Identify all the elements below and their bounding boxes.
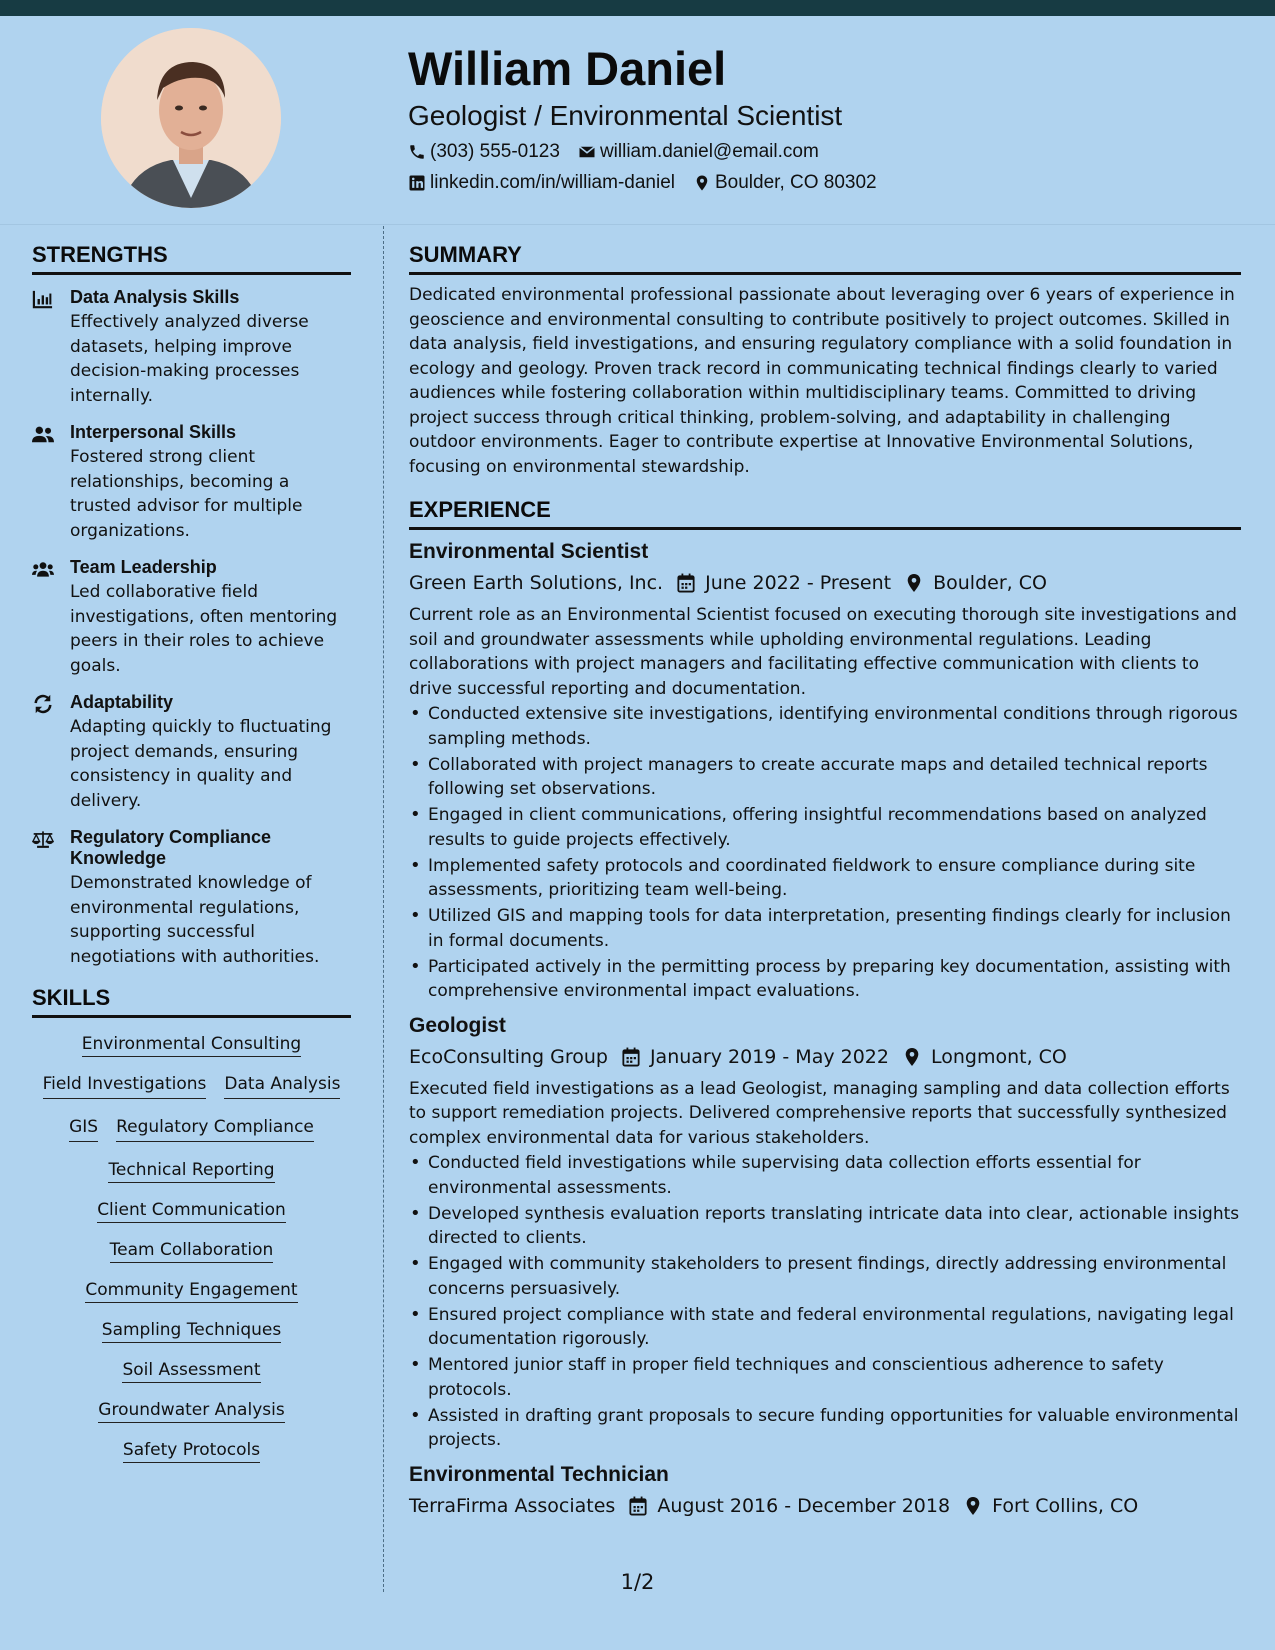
map-pin-icon — [693, 174, 711, 192]
strengths-heading: STRENGTHS — [32, 240, 351, 275]
job-bullets — [409, 1151, 1241, 1453]
bullet-item: • Utilized GIS and mapping tools for data interpretation, presenting findings clearly for inclusion in formal documents. — [409, 904, 1241, 953]
location-text: Fort Collins, CO — [992, 1494, 1139, 1517]
experience-heading: EXPERIENCE — [409, 495, 1241, 530]
skill-tag: Regulatory Compliance — [116, 1115, 314, 1142]
header-divider — [0, 224, 1275, 225]
linkedin-icon — [408, 174, 426, 192]
job-location — [964, 1492, 1138, 1520]
strength-title: Team Leadership — [70, 557, 217, 577]
column-divider — [383, 226, 384, 1592]
job-entry — [409, 1461, 1241, 1520]
skill-tag: Groundwater Analysis — [98, 1400, 284, 1423]
skill-tag: Field Investigations — [43, 1072, 207, 1099]
strength-item — [32, 557, 351, 678]
bullet-item: • Participated actively in the permitting process by preparing key documentation, assisting with comprehensive environmental impact evaluations. — [409, 955, 1241, 1004]
left-column — [32, 240, 351, 1462]
job-meta — [409, 1492, 1241, 1520]
email-contact[interactable] — [578, 139, 819, 165]
dates-text: June 2022 - Present — [705, 572, 892, 594]
strength-desc: Fostered strong client relationships, becoming a trusted advisor for multiple organizations. — [70, 447, 303, 541]
job-dates — [629, 1492, 950, 1520]
skill-tag: Client Communication — [97, 1200, 286, 1223]
right-column — [409, 240, 1241, 1520]
job-title: Environmental Scientist — [409, 540, 649, 563]
user-friends-icon — [32, 424, 54, 444]
phone-contact[interactable] — [408, 139, 560, 165]
strength-item — [32, 827, 351, 969]
job-dates — [622, 1043, 889, 1071]
bullet-item: • Collaborated with project managers to create accurate maps and detailed technical reports following set observations. — [409, 753, 1241, 802]
bullet-item: • Implemented safety protocols and coordinated fieldwork to ensure compliance during site assessments, prioritizing team well-being. — [409, 854, 1241, 903]
job-title: Environmental Technician — [409, 1462, 669, 1486]
job-description: Current role as an Environmental Scientist focused on executing thorough site investigations and soil and groundwater assessments while upholding environmental regulations. Leading collaborations with project managers and facilitating effective communication with clients to drive successful reporting and documentation. — [409, 605, 1237, 699]
dates-text: August 2016 - December 2018 — [657, 1494, 951, 1517]
calendar-icon — [677, 573, 695, 593]
linkedin-text: linkedin.com/in/william-daniel — [430, 172, 675, 193]
job-entry — [409, 1012, 1241, 1453]
skill-tag: Safety Protocols — [123, 1440, 260, 1463]
header — [408, 40, 1208, 196]
strength-title: Data Analysis Skills — [70, 287, 240, 307]
summary-heading: SUMMARY — [409, 240, 1241, 275]
strength-title: Adaptability — [70, 692, 174, 712]
email-text: william.daniel@email.com — [599, 141, 819, 162]
bullet-item: • Conducted extensive site investigations, identifying environmental conditions through rigorous sampling methods. — [409, 702, 1241, 751]
strength-item — [32, 422, 351, 543]
company-name — [409, 569, 663, 597]
contact-row-2 — [408, 170, 1208, 196]
calendar-icon — [622, 1047, 640, 1067]
skills-heading: SKILLS — [32, 983, 351, 1018]
location-text: Boulder, CO — [933, 572, 1047, 594]
job-dates — [677, 569, 891, 597]
balance-scale-icon — [32, 829, 54, 849]
strength-item — [32, 692, 351, 813]
bullet-item: • Mentored junior staff in proper field techniques and conscientious adherence to safety protocols. — [409, 1353, 1241, 1402]
page-number: 1/2 — [620, 1570, 655, 1594]
location-text: Boulder, CO 80302 — [715, 172, 877, 193]
bullet-item: • Assisted in drafting grant proposals to secure funding opportunities for valuable environmental projects. — [409, 1404, 1241, 1453]
phone-text: (303) 555-0123 — [430, 141, 560, 162]
top-bar — [0, 0, 1275, 16]
skill-tag: Data Analysis — [224, 1072, 340, 1099]
candidate-title: Geologist / Environmental Scientist — [408, 100, 843, 131]
location-contact — [693, 170, 877, 196]
job-location — [903, 1043, 1067, 1071]
sync-icon — [32, 694, 54, 714]
skill-tag: Team Collaboration — [110, 1240, 274, 1263]
company-name — [409, 1492, 615, 1520]
linkedin-contact[interactable] — [408, 170, 675, 196]
strength-desc: Effectively analyzed diverse datasets, helping improve decision-making processes internally. — [70, 312, 309, 406]
job-title: Geologist — [409, 1013, 506, 1037]
map-pin-icon — [903, 1047, 921, 1067]
calendar-icon — [629, 1496, 647, 1516]
bullet-item: • Conducted field investigations while supervising data collection efforts essential for environmental assessments. — [409, 1151, 1241, 1200]
skills-list — [32, 1032, 351, 1462]
skill-tag: Environmental Consulting — [82, 1034, 301, 1057]
skill-tag: Community Engagement — [85, 1280, 297, 1303]
job-meta — [409, 569, 1241, 597]
summary-text: Dedicated environmental professional passionate about leveraging over 6 years of experience in geoscience and environmental consulting to contribute positively to project outcomes. Skilled in data analysis, field investigations, and ensuring regulatory compliance with a solid foundation in ecology and geology. Proven track record in communicating technical findings clearly to varied audiences while fostering collaboration within multidisciplinary teams. Committed to driving project success through critical thinking, problem-solving, and adaptability in challenging outdoor environments. Eager to contribute expertise at Innovative Environmental Solutions, focusing on environmental stewardship. — [409, 285, 1235, 477]
bullet-item: • Ensured project compliance with state and federal environmental regulations, navigating legal documentation rigorously. — [409, 1303, 1241, 1352]
profile-photo — [101, 28, 281, 208]
map-pin-icon — [964, 1496, 982, 1516]
location-text: Longmont, CO — [930, 1045, 1067, 1068]
skill-tag: GIS — [69, 1115, 98, 1142]
strength-desc: Led collaborative field investigations, often mentoring peers in their roles to achieve goals. — [70, 582, 338, 676]
bullet-item: • Developed synthesis evaluation reports translating intricate data into clear, actionable insights directed to clients. — [409, 1202, 1241, 1251]
users-icon — [32, 559, 54, 579]
job-location — [905, 569, 1047, 597]
company-name — [409, 1043, 608, 1071]
contact-row-1 — [408, 139, 1208, 165]
envelope-icon — [578, 143, 596, 161]
strength-title: Interpersonal Skills — [70, 422, 237, 442]
bullet-item: • Engaged with community stakeholders to present findings, directly addressing environmental concerns persuasively. — [409, 1252, 1241, 1301]
bar-chart-icon — [32, 289, 54, 309]
job-meta — [409, 1043, 1241, 1071]
strengths-list — [32, 287, 351, 969]
strength-title: Regulatory Compliance Knowledge — [70, 827, 272, 868]
dates-text: January 2019 - May 2022 — [649, 1045, 889, 1068]
job-description: Executed field investigations as a lead Geologist, managing sampling and data collection efforts to support remediation projects. Delivered comprehensive reports that successfully synthesized complex environmental data for various stakeholders. — [409, 1078, 1230, 1148]
map-pin-icon — [905, 573, 923, 593]
strength-desc: Adapting quickly to fluctuating project demands, ensuring consistency in quality and delivery. — [70, 717, 332, 811]
skill-tag: Soil Assessment — [122, 1360, 260, 1383]
strength-desc: Demonstrated knowledge of environmental regulations, supporting successful negotiations with authorities. — [70, 873, 320, 967]
job-entry — [409, 538, 1241, 1004]
bullet-item: • Engaged in client communications, offering insightful recommendations based on analyzed results to guide projects effectively. — [409, 803, 1241, 852]
phone-icon — [408, 143, 426, 161]
strength-item — [32, 287, 351, 408]
company-text: TerraFirma Associates — [409, 1494, 616, 1517]
company-text: EcoConsulting Group — [409, 1045, 608, 1068]
skill-tag: Sampling Techniques — [102, 1320, 281, 1343]
skill-tag: Technical Reporting — [108, 1160, 274, 1183]
candidate-name: William Daniel — [408, 42, 727, 95]
company-text: Green Earth Solutions, Inc. — [409, 572, 664, 594]
job-bullets — [409, 702, 1241, 1004]
